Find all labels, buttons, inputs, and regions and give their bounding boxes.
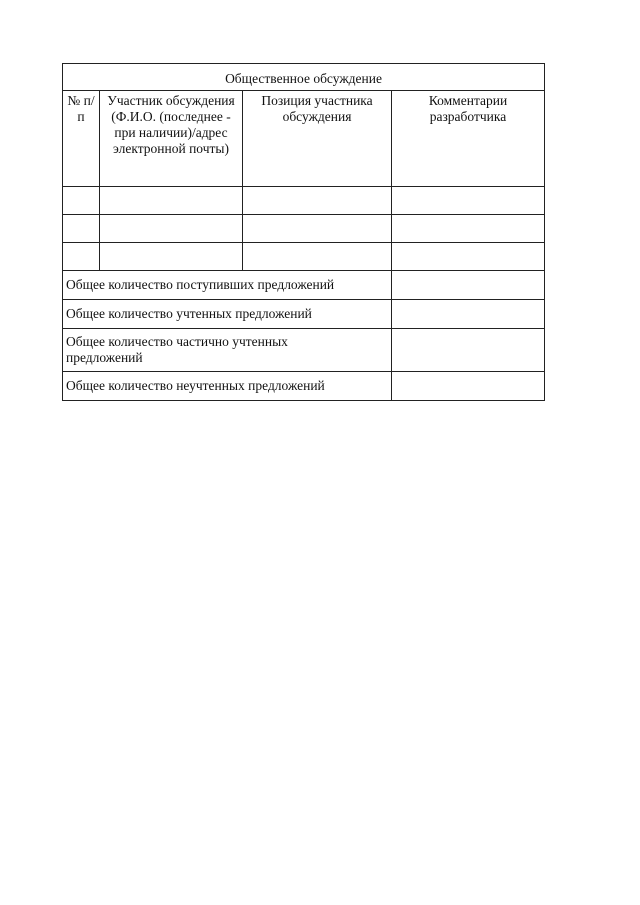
summary-row-received <box>63 271 545 300</box>
table-title-row <box>63 64 545 91</box>
header-num-text: № п/п <box>67 93 95 124</box>
summary-row-partially-accepted <box>63 329 545 372</box>
header-comments-text: Комментарии разработчика <box>428 93 508 124</box>
table-title <box>63 64 545 91</box>
summary-value <box>392 300 545 329</box>
cell-position <box>243 243 392 271</box>
summary-row-accepted <box>63 300 545 329</box>
cell-num <box>63 243 100 271</box>
cell-participant <box>100 215 243 243</box>
summary-value <box>392 329 545 372</box>
cell-num <box>63 215 100 243</box>
summary-label <box>63 372 392 401</box>
cell-comments <box>392 215 545 243</box>
table-row <box>63 243 545 271</box>
header-participant-text: Участник обсуждения (Ф.И.О. (последнее - при наличии)/адрес электронной почты) <box>107 93 235 156</box>
table-title-text: Общественное обсуждение <box>225 71 382 86</box>
public-discussion-table <box>62 63 545 401</box>
cell-participant <box>100 243 243 271</box>
header-comments <box>392 91 545 187</box>
summary-label <box>63 329 392 372</box>
header-num <box>63 91 100 187</box>
header-position <box>243 91 392 187</box>
summary-value <box>392 271 545 300</box>
summary-label-text: Общее количество неучтенных предложений <box>66 378 325 393</box>
cell-position <box>243 215 392 243</box>
summary-row-rejected <box>63 372 545 401</box>
cell-num <box>63 187 100 215</box>
table-row <box>63 187 545 215</box>
table-row <box>63 215 545 243</box>
summary-label <box>63 271 392 300</box>
summary-label <box>63 300 392 329</box>
summary-label-text: Общее количество поступивших предложений <box>66 277 335 292</box>
cell-participant <box>100 187 243 215</box>
header-position-text: Позиция участника обсуждения <box>261 93 373 124</box>
summary-label-text: Общее количество частично учтенных предложений <box>66 334 288 365</box>
table-header-row <box>63 91 545 187</box>
summary-value <box>392 372 545 401</box>
cell-comments <box>392 243 545 271</box>
header-participant <box>100 91 243 187</box>
summary-label-text: Общее количество учтенных предложений <box>66 306 312 321</box>
cell-position <box>243 187 392 215</box>
cell-comments <box>392 187 545 215</box>
